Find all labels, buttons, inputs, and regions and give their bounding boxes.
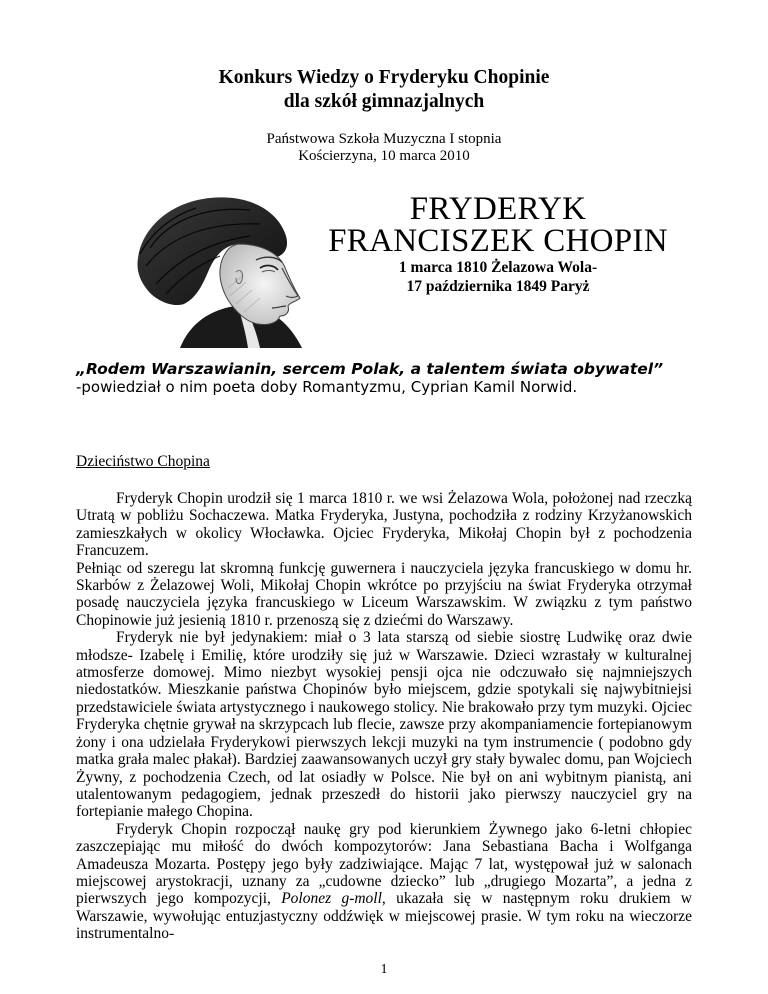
- composer-name-line2: FRANCISZEK CHOPIN: [328, 223, 668, 259]
- work-title: Polonez g-moll: [281, 890, 382, 908]
- norwid-quote: „Rodem Warszawianin, sercem Polak, a talentem świata obywatel”: [76, 360, 664, 378]
- life-dates-line1: 1 marca 1810 Żelazowa Wola-: [398, 259, 598, 276]
- paragraph-siblings: Fryderyk nie był jedynakiem: miał o 3 lata starszą od siebie siostrę Ludwikę oraz dwie młodsze- Izabelę i Emilię, które urodziły się już w Warszawie. Dzieci wzrastały w kulturalnej atmosferze domowej. Mimo niezbyt wysokiej pensji ojca nie odczuwało się najmniejszych niedostatków. Mieszkanie państwa Chopinów było miejscem, gdzie spotykali się najwybitniejsi przedstawiciele świata artystycznego i naukowego stolicy. Nie brakowało przy tym muzyki. Ojciec Fryderyka chętnie grywał na skrzypcach lub flecie, zawsze przy akompaniamencie fortepianowym żony i ona udzielała Fryderykowi pierwszych lekcji muzyki na tym instrumencie ( podobno gdy matka grała malec płakał). Bardziej zaawansowanych uczył gry stały bywalec domu, pan Wojciech Żywny, z pochodzenia Czech, od lat osiadły w Polsce. Nie był on ani wybitnym pianistą, ani utalentowanym pedagogiem, jednak przeszedł do historii jako pierwszy nauczyciel gry na fortepianie małego Chopina.: [76, 629, 692, 821]
- contest-title-line2: dla szkół gimnazjalnych: [283, 91, 485, 112]
- composer-name-line1: FRYDERYK: [409, 191, 587, 227]
- place-and-date: Kościerzyna, 10 marca 2010: [298, 148, 470, 164]
- section-body: [76, 490, 692, 943]
- paragraph-family-move: Pełniąc od szeregu lat skromną funkcję guwernera i nauczyciela języka francuskiego w domu hr. Skarbów z Żelazowej Woli, Mikołaj Chopin wkrótce po przyjściu na świat Fryderyka otrzymał posadę nauczyciela języka francuskiego w Liceum Warszawskim. W związku z tym państwo Chopinowie już jesienią 1810 r. przenoszą się z dziećmi do Warszawy.: [76, 559, 692, 629]
- page-number: 1: [380, 962, 388, 977]
- contest-title-line1: Konkurs Wiedzy o Fryderyku Chopinie: [218, 67, 550, 88]
- quote-attribution: -powiedział o nim poeta doby Romantyzmu, Cyprian Kamil Norwid.: [76, 378, 578, 396]
- school-name: Państwowa Szkoła Muzyczna I stopnia: [266, 131, 502, 147]
- paragraph-birth: Fryderyk Chopin urodził się 1 marca 1810 r. we wsi Żelazowa Wola, położonej nad rzeczką Utratą w pobliżu Sochaczewa. Matka Fryderyka, Justyna, pochodziła z rodziny Krzyżanowskich zamieszkałych w okolicy Włocławka. Ojciec Fryderyka, Mikołaj Chopin był z pochodzenia Francuzem.: [76, 490, 692, 560]
- life-dates-line2: 17 października 1849 Paryż: [406, 278, 590, 295]
- paragraph-early-lessons: [76, 821, 692, 943]
- paragraph-text: Fryderyk Chopin rozpoczął naukę gry pod kierunkiem Żywnego jako 6-letni chłopiec zaszczepiając mu miłość do dwóch kompozytorów: Jana Sebastiana Bacha i Wolfganga Amadeusza Mozarta. Postępy jego były zadziwiające. Mając 7 lat, występował już w salonach miejscowej arystokracji, uznany za „cudowne dziecko” lub „drugiego Mozarta”, a jedna z pierwszych jego kompozycji,: [76, 820, 692, 908]
- section-heading: Dzieciństwo Chopina: [76, 453, 210, 470]
- chopin-portrait-drawing: [110, 188, 325, 348]
- paragraph-text: , ukazała się w następnym roku drukiem w Warszawie, wywołując entuzjastyczny oddźwięk w miejscowej prasie. W tym roku na wieczorze instrumentalno-: [76, 890, 693, 943]
